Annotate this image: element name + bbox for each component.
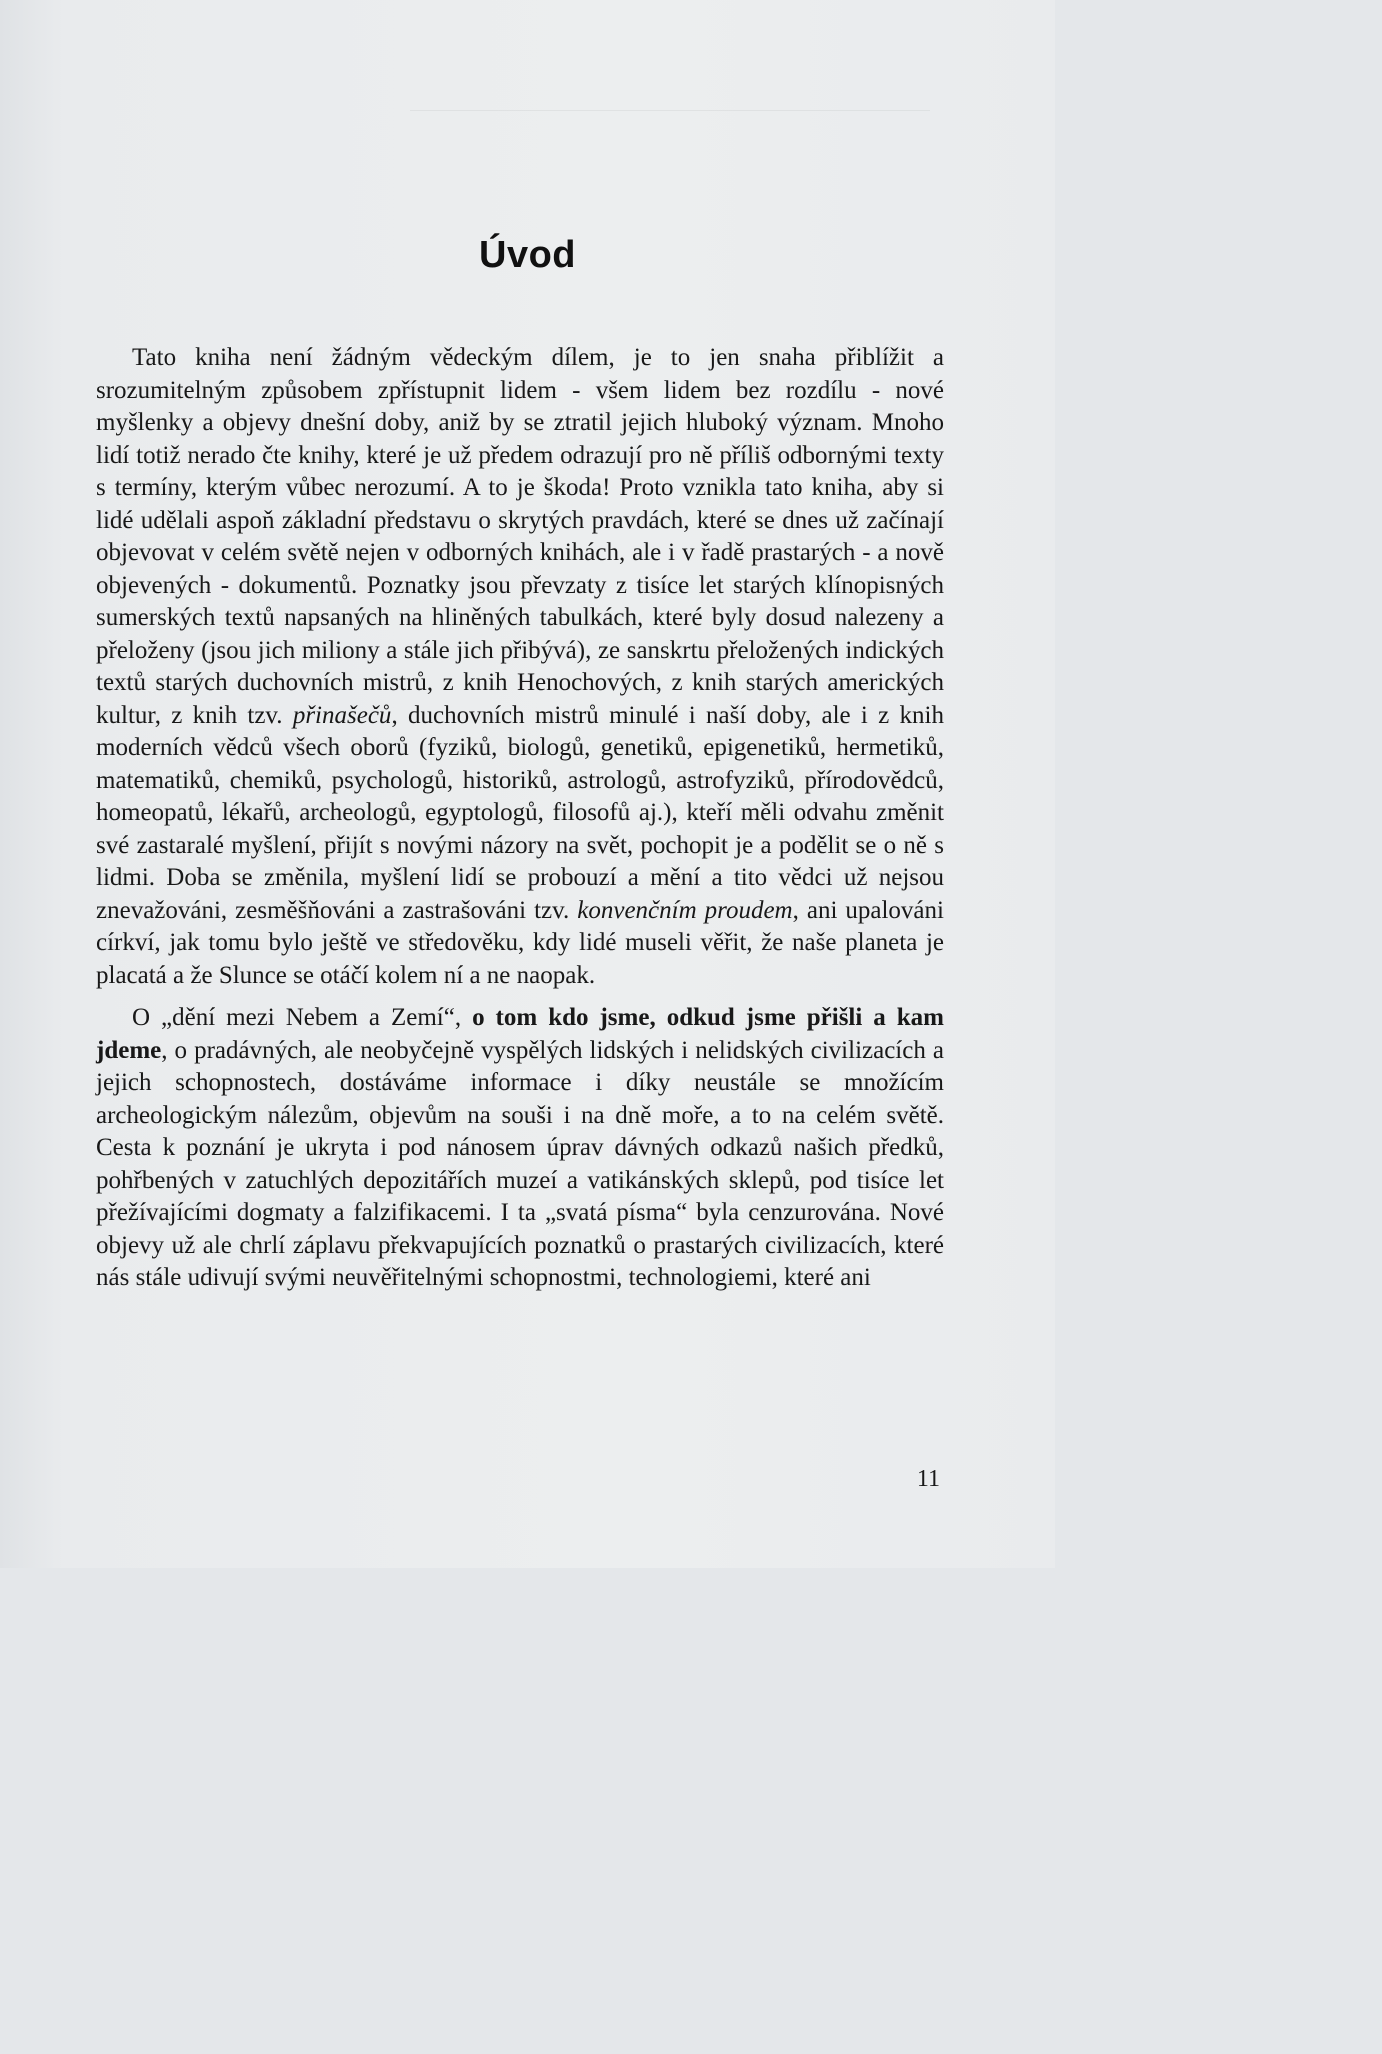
paragraph-1-italic-term: přinašečů (292, 701, 392, 729)
bleed-through-header-rule (410, 110, 930, 111)
paragraph-2-run: O „dění mezi Nebem a Zemí“, (132, 1004, 473, 1031)
paragraph-1-italic-term: konvenčním proudem (577, 896, 793, 924)
paragraph-2-run: , o pradávných, ale neobyčejně vyspělých lidských i nelidských civilizacích a jejich schopnostech, dostáváme informace i díky neustále se množícím archeologickým nálezům, objevům na souši i na dně moře, a to na celém světě. Cesta k poznání je ukryta i pod nánosem úprav dávných odkazů našich předků, pohřbených v zatuchlých depozitářích muzeí a vatikánských sklepů, pod tisíce let přežívajícími dogmaty a falzifikacemi. I ta „svatá písma“ byla cenzurována. Nové objevy už ale chrlí záplavu překvapujících poznatků o prastarých civilizacích, které nás stále udivují svými neuvěřitelnými schopnostmi, technologiemi, které ani (96, 1036, 944, 1291)
paragraph-1 (96, 342, 944, 992)
chapter-heading: Úvod (479, 234, 576, 276)
paragraph-2 (96, 1002, 944, 1295)
paragraph-1-run: , duchovních mistrů minulé i naší doby, ale i z knih moderních vědců všech oborů (fyziků, biologů, genetiků, epigenetiků, hermetiků, matematiků, chemiků, psychologů, historiků, astrologů, astrofyziků, přírodovědců, homeopatů, lékařů, archeologů, egyptologů, filosofů aj.), kteří měli odvahu změnit své zastaralé myšlení, přijít s novými názory na svět, pochopit je a podělit se o ně s lidmi. Doba se změnila, myšlení lidí se probouzí a mění a tito vědci už nejsou znevažováni, zesměšňováni a zastrašováni tzv. (96, 701, 944, 924)
paragraph-2-bold-phrase: o tom kdo jsme, odkud jsme přišli a kam jdeme (96, 1004, 945, 1064)
page-number: 11 (916, 1466, 940, 1492)
paragraph-1-run: Tato kniha není žádným vědeckým dílem, je to jen snaha přiblížit a srozumitelným způsobem zpřístupnit lidem - všem lidem bez rozdílu - nové myšlenky a objevy dnešní doby, aniž by se ztratil jejich hluboký význam. Mnoho lidí totiž nerado čte knihy, které je už předem odrazují pro ně příliš odbornými texty s termíny, kterým vůbec nerozumí. A to je škoda! Proto vznikla tato kniha, aby si lidé udělali aspoň základní představu o skrytých pravdách, které se dnes už začínají objevovat v celém světě nejen v odborných knihách, ale i v řadě prastarých - a nově objevených - dokumentů. Poznatky jsou převzaty z tisíce let starých klínopisných sumerských textů napsaných na hliněných tabulkách, které byly dosud nalezeny a přeloženy (jsou jich miliony a stále jich přibývá), ze sanskrtu přeložených indických textů starých duchovních mistrů, z knih Henochových, z knih starých amerických kultur, z knih tzv. (96, 344, 944, 729)
chapter-body (96, 342, 944, 1295)
paragraph-1-run: , ani upalováni církví, jak tomu bylo ještě ve středověku, kdy lidé museli věřit, že naše planeta je placatá a že Slunce se otáčí kolem ní a ne naopak. (96, 896, 944, 989)
